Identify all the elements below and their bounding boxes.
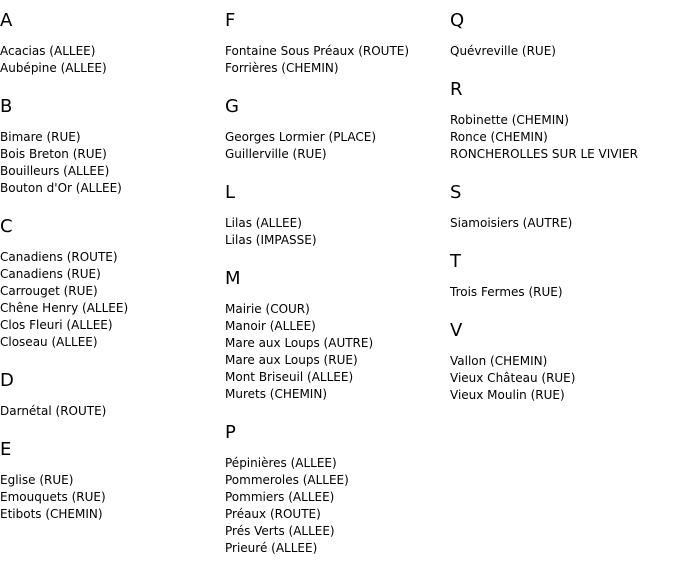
street-link[interactable]: Manoir (ALLEE) [225, 319, 316, 333]
column-1 [0, 0, 225, 523]
street-link[interactable]: Murets (CHEMIN) [225, 387, 327, 401]
street-link[interactable]: Guillerville (RUE) [225, 147, 327, 161]
street-link[interactable]: Mare aux Loups (AUTRE) [225, 336, 374, 350]
street-link[interactable]: Bois Breton (RUE) [0, 147, 107, 161]
letter-group-v [450, 321, 675, 404]
street-link[interactable]: Lilas (IMPASSE) [225, 233, 317, 247]
letter-heading: T [450, 251, 461, 272]
street-list [225, 43, 450, 77]
column-2 [225, 0, 450, 557]
letter-heading: R [450, 79, 463, 100]
street-link[interactable]: Vallon (CHEMIN) [450, 354, 548, 368]
street-link[interactable]: Darnétal (ROUTE) [0, 404, 107, 418]
letter-group-d [0, 371, 225, 420]
street-link[interactable]: Mare aux Loups (RUE) [225, 353, 358, 367]
street-link[interactable]: Eglise (RUE) [0, 473, 74, 487]
street-link[interactable]: Forrières (CHEMIN) [225, 61, 339, 75]
street-link[interactable]: Mairie (COUR) [225, 302, 310, 316]
letter-heading: M [225, 268, 241, 289]
street-link[interactable]: Quévreville (RUE) [450, 44, 556, 58]
street-link[interactable]: Carrouget (RUE) [0, 284, 98, 298]
street-link[interactable]: Bimare (RUE) [0, 130, 81, 144]
street-list [225, 301, 450, 403]
letter-heading: F [225, 10, 236, 31]
letter-heading: A [0, 10, 13, 31]
street-list [450, 353, 675, 404]
street-link[interactable]: Georges Lormier (PLACE) [225, 130, 377, 144]
street-link[interactable]: Vieux Moulin (RUE) [450, 388, 565, 402]
letter-group-f [225, 0, 450, 77]
street-link[interactable]: Ronce (CHEMIN) [450, 130, 548, 144]
street-link[interactable]: Trois Fermes (RUE) [450, 285, 563, 299]
letter-group-e [0, 440, 225, 523]
street-link[interactable]: Bouton d'Or (ALLEE) [0, 181, 122, 195]
street-link[interactable]: RONCHEROLLES SUR LE VIVIER [450, 147, 638, 161]
street-link[interactable]: Pépinières (ALLEE) [225, 456, 337, 470]
street-link[interactable]: Vieux Château (RUE) [450, 371, 576, 385]
street-list [450, 43, 675, 60]
letter-group-s [450, 183, 675, 232]
street-list [0, 249, 225, 351]
street-link[interactable]: Etibots (CHEMIN) [0, 507, 103, 521]
street-link[interactable]: Canadiens (ROUTE) [0, 250, 118, 264]
street-link[interactable]: Robinette (CHEMIN) [450, 113, 569, 127]
street-link[interactable]: Prés Verts (ALLEE) [225, 524, 335, 538]
letter-heading: Q [450, 10, 465, 31]
letter-heading: B [0, 96, 13, 117]
column-3 [450, 0, 675, 404]
letter-heading: C [0, 216, 13, 237]
street-link[interactable]: Pommiers (ALLEE) [225, 490, 335, 504]
street-list [0, 43, 225, 77]
letter-group-r [450, 80, 675, 163]
street-link[interactable]: Clos Fleuri (ALLEE) [0, 318, 113, 332]
letter-group-m [225, 269, 450, 403]
letter-group-a [0, 0, 225, 77]
letter-heading: E [0, 439, 12, 460]
street-link[interactable]: Fontaine Sous Préaux (ROUTE) [225, 44, 410, 58]
letter-group-p [225, 423, 450, 557]
street-link[interactable]: Lilas (ALLEE) [225, 216, 302, 230]
letter-group-q [450, 0, 675, 60]
street-link[interactable]: Emouquets (RUE) [0, 490, 106, 504]
letter-heading: G [225, 96, 239, 117]
street-list [450, 284, 675, 301]
street-list [225, 215, 450, 249]
street-link[interactable]: Canadiens (RUE) [0, 267, 101, 281]
letter-group-t [450, 252, 675, 301]
letter-heading: L [225, 182, 236, 203]
letter-heading: P [225, 422, 236, 443]
street-link[interactable]: Closeau (ALLEE) [0, 335, 98, 349]
street-list [0, 403, 225, 420]
street-link[interactable]: Chêne Henry (ALLEE) [0, 301, 129, 315]
street-list [0, 472, 225, 523]
street-list [225, 129, 450, 163]
street-link[interactable]: Mont Briseuil (ALLEE) [225, 370, 354, 384]
street-list [450, 215, 675, 232]
letter-heading: D [0, 370, 14, 391]
street-link[interactable]: Siamoisiers (AUTRE) [450, 216, 573, 230]
street-list [0, 129, 225, 197]
street-link[interactable]: Aubépine (ALLEE) [0, 61, 107, 75]
street-list [450, 112, 675, 163]
letter-group-b [0, 97, 225, 197]
letter-group-c [0, 217, 225, 351]
letter-group-l [225, 183, 450, 249]
letter-heading: S [450, 182, 462, 203]
street-link[interactable]: Acacias (ALLEE) [0, 44, 96, 58]
street-link[interactable]: Préaux (ROUTE) [225, 507, 321, 521]
street-link[interactable]: Prieuré (ALLEE) [225, 541, 318, 555]
street-link[interactable]: Pommeroles (ALLEE) [225, 473, 349, 487]
letter-heading: V [450, 320, 463, 341]
street-list [225, 455, 450, 557]
street-link[interactable]: Bouilleurs (ALLEE) [0, 164, 110, 178]
letter-group-g [225, 97, 450, 163]
